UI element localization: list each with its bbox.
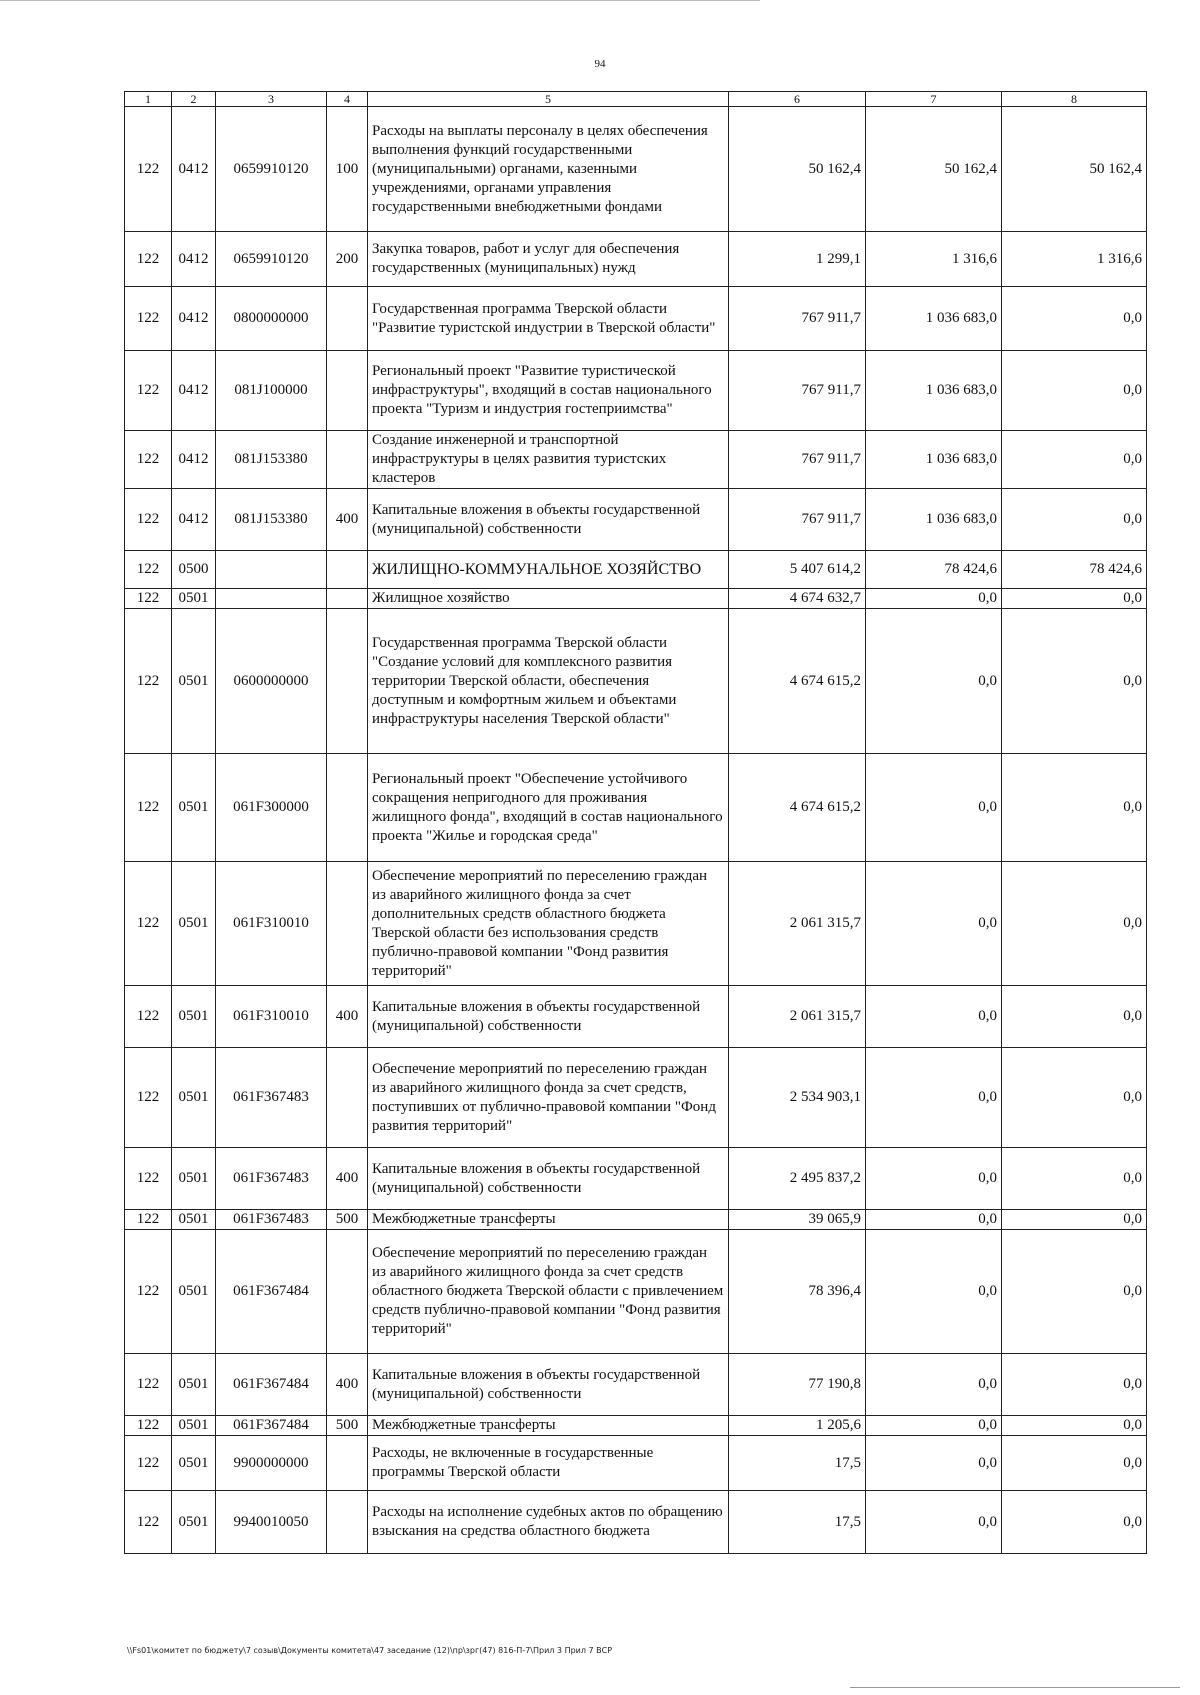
cell-target-item: 061F367483 xyxy=(216,1148,327,1210)
cell-expense-type: 100 xyxy=(327,107,368,232)
cell-expense-type: 400 xyxy=(327,1354,368,1416)
cell-section-code: 0501 xyxy=(172,1230,216,1354)
cell-amount-col8: 0,0 xyxy=(1002,986,1147,1048)
cell-section-code: 0500 xyxy=(172,551,216,589)
cell-target-item: 061F367483 xyxy=(216,1210,327,1230)
cell-admin-code: 122 xyxy=(125,232,172,287)
cell-expense-type: 500 xyxy=(327,1210,368,1230)
table-row xyxy=(125,351,1147,431)
cell-amount-col8: 0,0 xyxy=(1002,589,1147,609)
cell-amount-col8: 0,0 xyxy=(1002,1416,1147,1436)
cell-description: Капитальные вложения в объекты государственной (муниципальной) собственности xyxy=(368,489,729,551)
cell-amount-col8: 0,0 xyxy=(1002,431,1147,489)
cell-description: Обеспечение мероприятий по переселению граждан из аварийного жилищного фонда за счет средств областного бюджета Тверской области с привлечением средств публично-правовой компании "Фонд развития территорий" xyxy=(368,1230,729,1354)
cell-section-code: 0501 xyxy=(172,589,216,609)
table-row xyxy=(125,107,1147,232)
cell-section-code: 0412 xyxy=(172,107,216,232)
cell-description: Государственная программа Тверской области "Создание условий для комплексного развития территории Тверской области, обеспечения доступным и комфортным жильем и объектами инфраструктуры населения Тверской области" xyxy=(368,609,729,754)
scan-border-line xyxy=(0,0,760,1)
cell-expense-type: 400 xyxy=(327,489,368,551)
cell-admin-code: 122 xyxy=(125,862,172,986)
table-row xyxy=(125,1354,1147,1416)
cell-target-item: 081J100000 xyxy=(216,351,327,431)
cell-section-code: 0501 xyxy=(172,1354,216,1416)
cell-expense-type xyxy=(327,551,368,589)
cell-amount-col7: 0,0 xyxy=(866,1491,1002,1554)
cell-amount-col8: 0,0 xyxy=(1002,351,1147,431)
cell-amount-col6: 767 911,7 xyxy=(729,431,866,489)
cell-amount-col8: 0,0 xyxy=(1002,1048,1147,1148)
cell-amount-col6: 2 061 315,7 xyxy=(729,862,866,986)
cell-target-item: 061F310010 xyxy=(216,986,327,1048)
cell-target-item: 061F367484 xyxy=(216,1416,327,1436)
cell-description: Государственная программа Тверской области "Развитие туристской индустрии в Тверской области" xyxy=(368,287,729,351)
cell-expense-type: 400 xyxy=(327,1148,368,1210)
table-row xyxy=(125,1230,1147,1354)
table-row xyxy=(125,754,1147,862)
cell-description: Капитальные вложения в объекты государственной (муниципальной) собственности xyxy=(368,1354,729,1416)
header-cell: 8 xyxy=(1002,92,1147,107)
cell-admin-code: 122 xyxy=(125,1354,172,1416)
cell-amount-col6: 78 396,4 xyxy=(729,1230,866,1354)
cell-admin-code: 122 xyxy=(125,754,172,862)
cell-amount-col7: 0,0 xyxy=(866,1436,1002,1491)
cell-expense-type xyxy=(327,609,368,754)
cell-amount-col7: 50 162,4 xyxy=(866,107,1002,232)
cell-amount-col6: 4 674 615,2 xyxy=(729,609,866,754)
cell-amount-col8: 0,0 xyxy=(1002,1148,1147,1210)
header-cell: 7 xyxy=(866,92,1002,107)
header-cell: 2 xyxy=(172,92,216,107)
cell-amount-col8: 50 162,4 xyxy=(1002,107,1147,232)
page-number: 94 xyxy=(594,58,606,70)
cell-amount-col7: 1 036 683,0 xyxy=(866,351,1002,431)
cell-expense-type xyxy=(327,351,368,431)
budget-table xyxy=(124,91,1147,1554)
cell-section-code: 0412 xyxy=(172,232,216,287)
cell-amount-col8: 1 316,6 xyxy=(1002,232,1147,287)
cell-amount-col6: 2 495 837,2 xyxy=(729,1148,866,1210)
cell-expense-type xyxy=(327,1230,368,1354)
cell-expense-type xyxy=(327,754,368,862)
cell-target-item: 061F367484 xyxy=(216,1230,327,1354)
table-row xyxy=(125,1436,1147,1491)
cell-target-item: 061F300000 xyxy=(216,754,327,862)
cell-expense-type xyxy=(327,1436,368,1491)
cell-section-code: 0501 xyxy=(172,754,216,862)
scan-border-line xyxy=(850,1687,1180,1688)
cell-description: Создание инженерной и транспортной инфраструктуры в целях развития туристских кластеров xyxy=(368,431,729,489)
cell-description: Обеспечение мероприятий по переселению граждан из аварийного жилищного фонда за счет средств, поступивших от публично-правовой компании "Фонд развития территорий" xyxy=(368,1048,729,1148)
table-row xyxy=(125,287,1147,351)
cell-amount-col6: 4 674 632,7 xyxy=(729,589,866,609)
table-row xyxy=(125,1491,1147,1554)
cell-amount-col7: 0,0 xyxy=(866,862,1002,986)
table-row xyxy=(125,986,1147,1048)
table-row xyxy=(125,1210,1147,1230)
cell-expense-type xyxy=(327,1048,368,1148)
cell-section-code: 0412 xyxy=(172,431,216,489)
cell-amount-col6: 17,5 xyxy=(729,1436,866,1491)
table-row xyxy=(125,589,1147,609)
table-row xyxy=(125,551,1147,589)
cell-amount-col6: 4 674 615,2 xyxy=(729,754,866,862)
cell-section-code: 0501 xyxy=(172,1210,216,1230)
cell-expense-type xyxy=(327,1491,368,1554)
cell-amount-col7: 0,0 xyxy=(866,1048,1002,1148)
cell-expense-type xyxy=(327,862,368,986)
cell-description: Жилищное хозяйство xyxy=(368,589,729,609)
cell-target-item: 0800000000 xyxy=(216,287,327,351)
cell-target-item xyxy=(216,551,327,589)
cell-admin-code: 122 xyxy=(125,431,172,489)
cell-amount-col6: 1 299,1 xyxy=(729,232,866,287)
cell-section-code: 0501 xyxy=(172,1048,216,1148)
cell-target-item: 081J153380 xyxy=(216,489,327,551)
file-path-footer: \\Fs01\комитет по бюджету\7 созыв\Документы комитета\47 заседание (12)\пр\зрг(47) 816-П-7\Прил 3 Прил 7 ВСР xyxy=(127,1646,613,1655)
cell-admin-code: 122 xyxy=(125,1048,172,1148)
cell-admin-code: 122 xyxy=(125,1416,172,1436)
cell-amount-col7: 1 036 683,0 xyxy=(866,287,1002,351)
cell-amount-col7: 1 036 683,0 xyxy=(866,489,1002,551)
cell-section-code: 0501 xyxy=(172,1436,216,1491)
table-row xyxy=(125,1416,1147,1436)
table-row xyxy=(125,489,1147,551)
cell-admin-code: 122 xyxy=(125,1491,172,1554)
cell-amount-col6: 2 534 903,1 xyxy=(729,1048,866,1148)
cell-section-code: 0501 xyxy=(172,1491,216,1554)
cell-target-item: 0659910120 xyxy=(216,232,327,287)
cell-target-item: 081J153380 xyxy=(216,431,327,489)
cell-amount-col6: 1 205,6 xyxy=(729,1416,866,1436)
cell-expense-type xyxy=(327,589,368,609)
cell-description: Региональный проект "Обеспечение устойчивого сокращения непригодного для проживания жилищного фонда", входящий в состав национального проекта "Жилье и городская среда" xyxy=(368,754,729,862)
cell-section-code: 0412 xyxy=(172,351,216,431)
cell-amount-col8: 0,0 xyxy=(1002,1354,1147,1416)
cell-amount-col6: 17,5 xyxy=(729,1491,866,1554)
table-row xyxy=(125,609,1147,754)
cell-expense-type xyxy=(327,431,368,489)
cell-amount-col7: 0,0 xyxy=(866,1210,1002,1230)
cell-admin-code: 122 xyxy=(125,489,172,551)
cell-expense-type: 200 xyxy=(327,232,368,287)
cell-amount-col7: 0,0 xyxy=(866,1416,1002,1436)
cell-amount-col6: 767 911,7 xyxy=(729,351,866,431)
cell-amount-col7: 0,0 xyxy=(866,1354,1002,1416)
cell-admin-code: 122 xyxy=(125,589,172,609)
cell-description: Капитальные вложения в объекты государственной (муниципальной) собственности xyxy=(368,986,729,1048)
cell-expense-type: 400 xyxy=(327,986,368,1048)
cell-amount-col8: 0,0 xyxy=(1002,609,1147,754)
cell-target-item: 0659910120 xyxy=(216,107,327,232)
cell-description: Капитальные вложения в объекты государственной (муниципальной) собственности xyxy=(368,1148,729,1210)
cell-amount-col7: 0,0 xyxy=(866,1148,1002,1210)
cell-admin-code: 122 xyxy=(125,1148,172,1210)
cell-amount-col7: 78 424,6 xyxy=(866,551,1002,589)
cell-section-code: 0501 xyxy=(172,986,216,1048)
cell-amount-col8: 0,0 xyxy=(1002,862,1147,986)
cell-amount-col8: 0,0 xyxy=(1002,1210,1147,1230)
header-cell: 3 xyxy=(216,92,327,107)
cell-amount-col7: 1 316,6 xyxy=(866,232,1002,287)
cell-description: Межбюджетные трансферты xyxy=(368,1210,729,1230)
cell-amount-col6: 50 162,4 xyxy=(729,107,866,232)
table-row xyxy=(125,431,1147,489)
column-number-header xyxy=(125,92,1147,107)
header-cell: 6 xyxy=(729,92,866,107)
cell-description: Расходы на выплаты персоналу в целях обеспечения выполнения функций государственными (муниципальными) органами, казенными учреждениями, органами управления государственными внебюджетными фондами xyxy=(368,107,729,232)
header-cell: 5 xyxy=(368,92,729,107)
cell-amount-col7: 0,0 xyxy=(866,754,1002,862)
table-row xyxy=(125,232,1147,287)
cell-amount-col6: 77 190,8 xyxy=(729,1354,866,1416)
cell-description: Расходы, не включенные в государственные программы Тверской области xyxy=(368,1436,729,1491)
cell-admin-code: 122 xyxy=(125,551,172,589)
cell-admin-code: 122 xyxy=(125,351,172,431)
cell-expense-type xyxy=(327,287,368,351)
cell-section-code: 0501 xyxy=(172,1416,216,1436)
cell-target-item: 061F367484 xyxy=(216,1354,327,1416)
header-cell: 1 xyxy=(125,92,172,107)
cell-amount-col6: 5 407 614,2 xyxy=(729,551,866,589)
cell-admin-code: 122 xyxy=(125,1230,172,1354)
cell-admin-code: 122 xyxy=(125,287,172,351)
cell-amount-col8: 0,0 xyxy=(1002,1491,1147,1554)
cell-admin-code: 122 xyxy=(125,1210,172,1230)
cell-amount-col6: 767 911,7 xyxy=(729,287,866,351)
cell-description: Обеспечение мероприятий по переселению граждан из аварийного жилищного фонда за счет дополнительных средств областного бюджета Тверской области без использования средств публично-правовой компании "Фонд развития территорий" xyxy=(368,862,729,986)
cell-amount-col8: 0,0 xyxy=(1002,1230,1147,1354)
cell-amount-col8: 78 424,6 xyxy=(1002,551,1147,589)
cell-target-item: 9940010050 xyxy=(216,1491,327,1554)
cell-amount-col6: 39 065,9 xyxy=(729,1210,866,1230)
cell-admin-code: 122 xyxy=(125,609,172,754)
cell-amount-col8: 0,0 xyxy=(1002,287,1147,351)
cell-amount-col7: 0,0 xyxy=(866,1230,1002,1354)
cell-amount-col8: 0,0 xyxy=(1002,1436,1147,1491)
cell-section-code: 0412 xyxy=(172,287,216,351)
table-row xyxy=(125,1148,1147,1210)
cell-description: Расходы на исполнение судебных актов по обращению взыскания на средства областного бюджета xyxy=(368,1491,729,1554)
cell-amount-col7: 0,0 xyxy=(866,609,1002,754)
cell-target-item xyxy=(216,589,327,609)
cell-target-item: 0600000000 xyxy=(216,609,327,754)
cell-amount-col7: 0,0 xyxy=(866,986,1002,1048)
cell-section-code: 0501 xyxy=(172,609,216,754)
cell-amount-col7: 0,0 xyxy=(866,589,1002,609)
cell-section-code: 0412 xyxy=(172,489,216,551)
cell-description: Межбюджетные трансферты xyxy=(368,1416,729,1436)
table-body xyxy=(125,92,1147,1554)
cell-amount-col6: 2 061 315,7 xyxy=(729,986,866,1048)
cell-section-code: 0501 xyxy=(172,862,216,986)
cell-admin-code: 122 xyxy=(125,107,172,232)
cell-description: Закупка товаров, работ и услуг для обеспечения государственных (муниципальных) нужд xyxy=(368,232,729,287)
cell-admin-code: 122 xyxy=(125,1436,172,1491)
cell-expense-type: 500 xyxy=(327,1416,368,1436)
cell-admin-code: 122 xyxy=(125,986,172,1048)
cell-section-code: 0501 xyxy=(172,1148,216,1210)
cell-amount-col6: 767 911,7 xyxy=(729,489,866,551)
cell-description: ЖИЛИЩНО-КОММУНАЛЬНОЕ ХОЗЯЙСТВО xyxy=(368,551,729,589)
header-cell: 4 xyxy=(327,92,368,107)
cell-target-item: 061F310010 xyxy=(216,862,327,986)
cell-amount-col7: 1 036 683,0 xyxy=(866,431,1002,489)
table-row xyxy=(125,862,1147,986)
cell-description: Региональный проект "Развитие туристической инфраструктуры", входящий в состав национального проекта "Туризм и индустрия гостеприимства" xyxy=(368,351,729,431)
table-row xyxy=(125,1048,1147,1148)
cell-target-item: 9900000000 xyxy=(216,1436,327,1491)
cell-amount-col8: 0,0 xyxy=(1002,489,1147,551)
cell-amount-col8: 0,0 xyxy=(1002,754,1147,862)
cell-target-item: 061F367483 xyxy=(216,1048,327,1148)
